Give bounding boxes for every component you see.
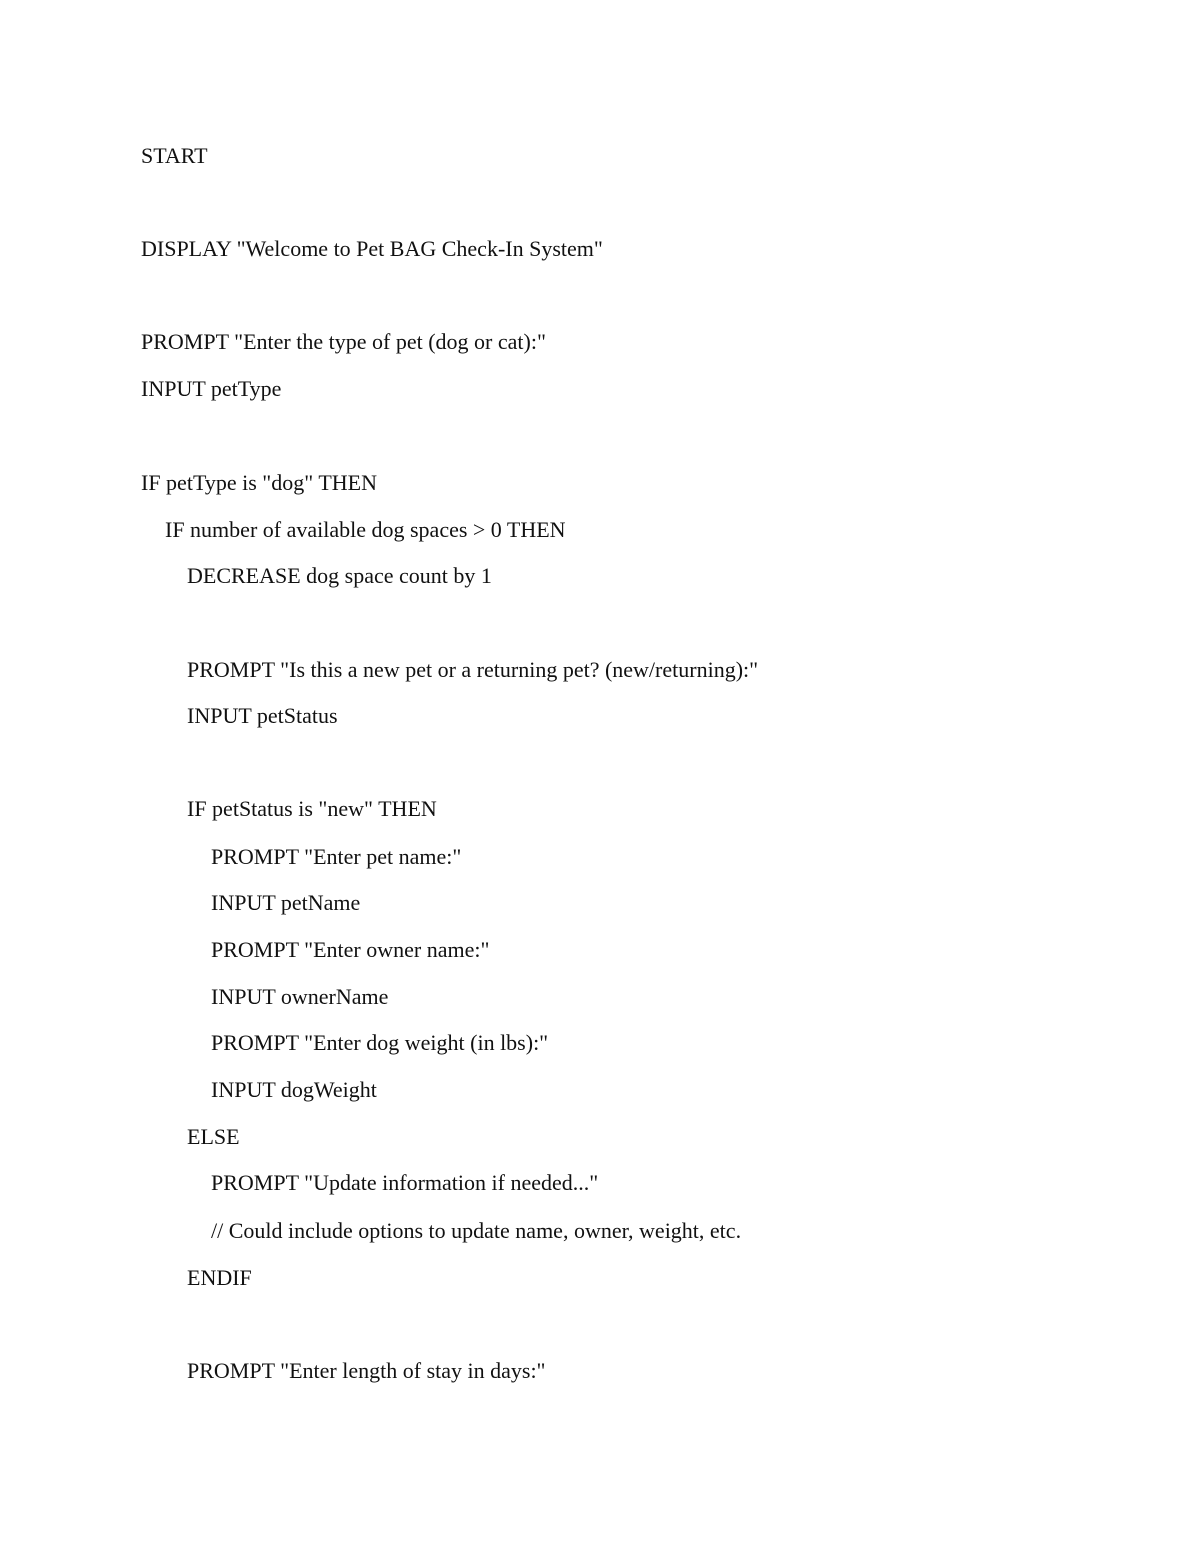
pseudocode-line: PROMPT "Enter owner name:" <box>211 937 490 962</box>
pseudocode-line: PROMPT "Enter the type of pet (dog or cat):" <box>141 329 546 354</box>
pseudocode-line: ELSE <box>187 1124 240 1149</box>
pseudocode-line: IF number of available dog spaces > 0 THEN <box>165 517 566 542</box>
pseudocode-line: ENDIF <box>187 1265 252 1290</box>
pseudocode-line: IF petStatus is "new" THEN <box>187 796 437 821</box>
pseudocode-line: INPUT ownerName <box>211 984 389 1009</box>
pseudocode-line: DECREASE dog space count by 1 <box>187 563 492 588</box>
pseudocode-line: START <box>141 143 208 168</box>
pseudocode-line: PROMPT "Enter dog weight (in lbs):" <box>211 1030 549 1055</box>
pseudocode-line: DISPLAY "Welcome to Pet BAG Check-In System" <box>141 236 603 261</box>
pseudocode-line: PROMPT "Enter pet name:" <box>211 844 462 869</box>
pseudocode-line: // Could include options to update name, owner, weight, etc. <box>211 1218 742 1243</box>
pseudocode-line: PROMPT "Update information if needed..." <box>211 1170 599 1195</box>
pseudocode-line: PROMPT "Enter length of stay in days:" <box>187 1358 546 1383</box>
pseudocode-line: INPUT petType <box>141 376 282 401</box>
pseudocode-line: IF petType is "dog" THEN <box>141 470 377 495</box>
pseudocode-line: PROMPT "Is this a new pet or a returning pet? (new/returning):" <box>187 657 759 682</box>
pseudocode-line: INPUT petStatus <box>187 703 338 728</box>
pseudocode-line: INPUT petName <box>211 890 361 915</box>
pseudocode-line: INPUT dogWeight <box>211 1077 377 1102</box>
